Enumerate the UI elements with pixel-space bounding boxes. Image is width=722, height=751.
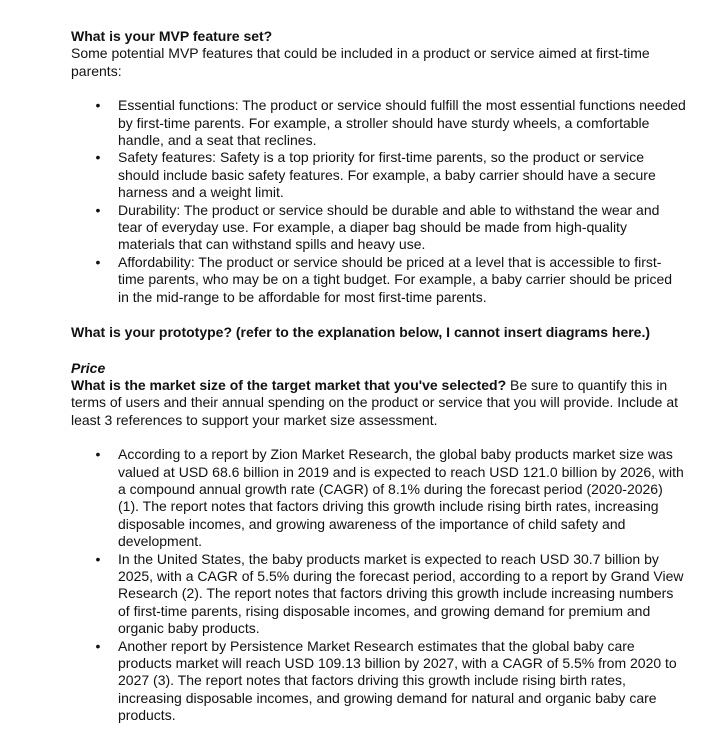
bullet-icon: • — [95, 97, 101, 114]
list-item-text: Essential functions: The product or service should fulfill the most essential functions needed by first-time parents. For example, a stroller should have sturdy wheels, a comfortable handle, and a seat that reclines. — [118, 97, 686, 149]
list-item-text: Affordability: The product or service should be priced at a level that is accessible to first-time parents, who may be on a tight budget. For example, a baby carrier should be priced in the mid-range to be affordable for most first-time parents. — [118, 253, 673, 305]
list-item — [71, 638, 686, 725]
document-page — [71, 28, 686, 725]
bullet-icon: • — [95, 201, 101, 218]
list-item-text: In the United States, the baby products market is expected to reach USD 30.7 billion by 2025, with a CAGR of 5.5% during the forecast period, according to a report by Grand View Research (2). The report notes that factors driving this growth include increasing numbers of first-time parents, rising disposable incomes, and growing demand for premium and organic baby products. — [118, 550, 684, 637]
list-item-text: According to a report by Zion Market Research, the global baby products market size was valued at USD 68.6 billion in 2019 and is expected to reach USD 121.0 billion by 2026, with a compound annual growth rate (CAGR) of 8.1% during the forecast period (2020-2026) (1). The report notes that factors driving this growth include rising birth rates, increasing disposable incomes, and growing awareness of the importance of child safety and development. — [118, 446, 684, 550]
list-item — [71, 97, 686, 149]
list-item-text: Another report by Persistence Market Research estimates that the global baby care products market will reach USD 109.13 billion by 2027, with a CAGR of 5.5% from 2020 to 2027 (3). The report notes that factors driving this growth include rising birth rates, increasing disposable incomes, and growing demand for natural and organic baby care products. — [118, 637, 677, 724]
mvp-intro: Some potential MVP features that could be included in a product or service aimed at first-time parents: — [71, 45, 650, 79]
bullet-icon: • — [95, 253, 101, 270]
market-size-question: What is the market size of the target market that you've selected? — [71, 376, 507, 393]
spacer — [71, 80, 686, 97]
list-item — [71, 254, 686, 306]
mvp-feature-list — [71, 97, 686, 306]
spacer — [71, 306, 686, 324]
spacer — [71, 342, 686, 360]
list-item-text: Safety features: Safety is a top priority for first-time parents, so the product or service should include basic safety features. For example, a baby carrier should have a secure harness and a weight limit. — [118, 149, 656, 201]
price-label: Price — [71, 359, 106, 376]
market-size-list — [71, 446, 686, 725]
spacer — [71, 429, 686, 446]
bullet-icon: • — [95, 637, 101, 654]
bullet-icon: • — [95, 550, 101, 567]
market-size-paragraph — [71, 377, 686, 429]
market-size-instructions: Be sure to quantify this in terms of users and their annual spending on the product or service that you will provide. Include at least 3 references to support your market size assessment. — [71, 376, 679, 428]
list-item — [71, 446, 686, 550]
bullet-icon: • — [95, 446, 101, 463]
list-item-text: Durability: The product or service should be durable and able to withstand the wear and tear of everyday use. For example, a diaper bag should be made from high-quality materials that can withstand spills and heavy use. — [118, 201, 660, 253]
list-item — [71, 202, 686, 254]
list-item — [71, 149, 686, 201]
mvp-heading: What is your MVP feature set? — [71, 28, 273, 44]
list-item — [71, 551, 686, 638]
prototype-heading: What is your prototype? (refer to the explanation below, I cannot insert diagrams here.) — [71, 324, 651, 341]
bullet-icon: • — [95, 149, 101, 166]
